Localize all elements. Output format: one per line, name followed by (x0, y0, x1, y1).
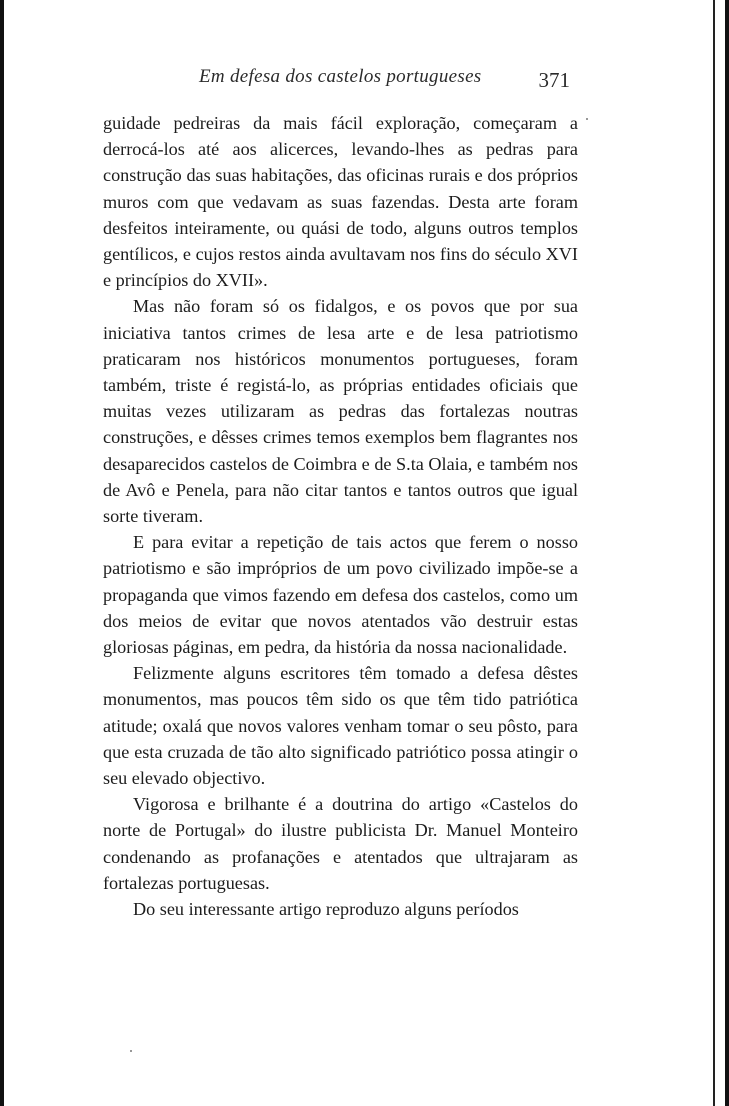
page-body (103, 110, 578, 922)
paragraph: guidade pedreiras da mais fácil exploração, começaram a derrocá-los até aos alicerces, levando-lhes as pedras para construção das suas habitações, das oficinas rurais e dos próprios muros com que vedavam as suas fazendas. Desta arte foram desfeitos inteiramente, ou quási de todo, alguns outros templos gentílicos, e cujos restos ainda avultavam nos fins do século XVI e princípios do XVII». (103, 113, 578, 291)
paragraph: Mas não foram só os fidalgos, e os povos que por sua iniciativa tantos crimes de lesa arte e de lesa patriotismo praticaram nos históricos monumentos portugueses, foram também, triste é registá-lo, as próprias entidades oficiais que muitas vezes utilizaram as pedras das fortalezas noutras construções, e dêsses crimes temos exemplos bem flagrantes nos desaparecidos castelos de Coimbra e de S.ta Olaia, e também nos de Avô e Penela, para não citar tantos e tantos outros que igual sorte tiveram. (103, 296, 578, 527)
paragraph: Do seu interessante artigo reproduzo alguns períodos (133, 899, 519, 920)
running-title: Em defesa dos castelos portugueses (199, 66, 482, 87)
scan-border-right (725, 0, 729, 1106)
scan-speck (130, 1050, 132, 1052)
scan-edge-right (713, 0, 715, 1106)
scan-border-left (0, 0, 4, 1106)
page-number: 371 (538, 68, 570, 92)
scan-speck (586, 118, 588, 120)
paragraph: Felizmente alguns escritores têm tomado a defesa dêstes monumentos, mas poucos têm sido os que têm tido patriótica atitude; oxalá que novos valores venham tomar o seu pôsto, para que esta cruzada de tão alto significado patriótico possa atingir o seu elevado objectivo. (103, 663, 578, 789)
page-header (100, 66, 578, 96)
paragraph: E para evitar a repetição de tais actos que ferem o nosso patriotismo e são impróprios de um povo civilizado impõe-se a propaganda que vimos fazendo em defesa dos castelos, como um dos meios de evitar que novos atentados vão destruir estas gloriosas páginas, em pedra, da história da nossa nacionalidade. (103, 532, 578, 658)
paragraph: Vigorosa e brilhante é a doutrina do artigo «Castelos do norte de Portugal» do ilustre publicista Dr. Manuel Monteiro condenando as profanações e atentados que ultrajaram as fortalezas portuguesas. (103, 794, 578, 893)
